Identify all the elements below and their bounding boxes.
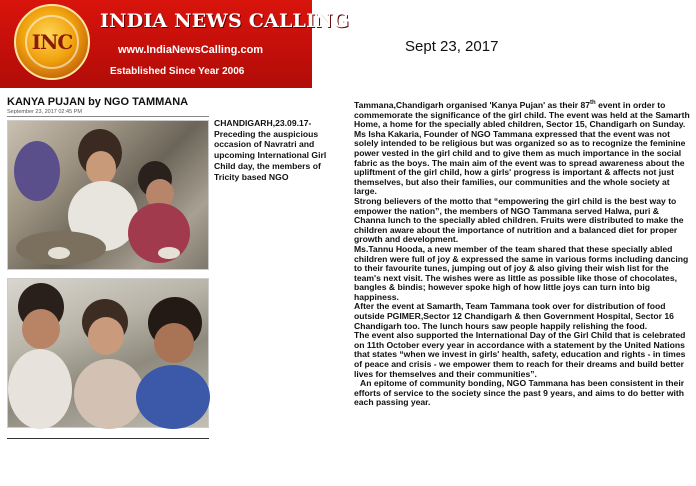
article-body xyxy=(354,101,692,408)
divider xyxy=(7,116,209,117)
article-paragraph: Ms.Tannu Hooda, a new member of the team shared that these specially abled children were full of joy & expressed the same in various forms including dancing to their favourite tunes, jumping out of joy & also giving their wish list for the team's next visit. The wishes were as little as possible like those of chocolates, bangles & bindis; however spoke high of how little joys can turn into big happiness. xyxy=(354,243,689,302)
website-url: www.IndiaNewsCalling.com xyxy=(118,44,264,56)
article-paragraph: The event also supported the International Day of the Girl Child that is celebrated on 11th October every year in accordance with a statement by the United Nations that states “when we invest in girls' health, safety, education and rights - in times of peace and crisis - we empower them to reach for their dreams and build better lives for themselves and their communities”. xyxy=(354,330,686,379)
article-headline: KANYA PUJAN by NGO TAMMANA xyxy=(7,96,189,108)
article-paragraph: Tammana,Chandigarh organised 'Kanya Pujan' as their 87th event in order to commemorate the significance of the girl child. The event was held at the Samarth Home, a home for the specially abled children, Sector 15, Chandigarh on Sunday. xyxy=(354,100,690,130)
established-tagline: Established Since Year 2006 xyxy=(110,66,245,77)
article-paragraph: Strong believers of the motto that “empowering the girl child is the best way to empower the nation”, the members of NGO Tammana served Halwa, puri & Channa lunch to the specially abled children. Fruits were distributed to make the children aware about the importance of nutrition and a balanced diet for proper growth and development. xyxy=(354,195,684,245)
brand-name: INDIA NEWS CALLING xyxy=(100,10,350,32)
event-photo-group-hug xyxy=(7,278,209,428)
article-paragraph: An epitome of community bonding, NGO Tammana has been consistent in their efforts of service to the society since the past 9 years, and aims to do better with each passing year. xyxy=(354,378,685,408)
masthead-banner xyxy=(0,0,350,88)
india-news-calling-logo-icon xyxy=(14,4,90,80)
article-paragraph: After the event at Samarth, Team Tammana took over for distribution of food outside PGIMER,Sector 12 Chandigarh & then Government Hospital, Sector 16 Chandigarh too. The lunch hours saw people happily relishing the food. xyxy=(354,301,674,331)
divider xyxy=(7,438,209,439)
logo-monogram: INC xyxy=(31,30,73,54)
event-photo-children-seated xyxy=(7,120,209,270)
publication-date: Sept 23, 2017 xyxy=(405,38,499,55)
article-intro: CHANDIGARH,23.09.17- Preceding the auspicious occasion of Navratri and upcoming International Girl Child day, the members of Tricity based NGO xyxy=(214,118,327,182)
article-paragraph: Ms Isha Kakaria, Founder of NGO Tammana expressed that the event was not solely intended to be religious but was organized so as to recognize the feminine power vested in the girl child and to give them as much importance in the social fabric as the boys. The main aim of the event was to spread awareness about the upliftment of the girl child, how a girls' progress is important & affects not just themselves, but also their families, our communities and the whole society at large. xyxy=(354,128,686,197)
article-dateline: September 23, 2017 02:45 PM xyxy=(7,109,82,115)
